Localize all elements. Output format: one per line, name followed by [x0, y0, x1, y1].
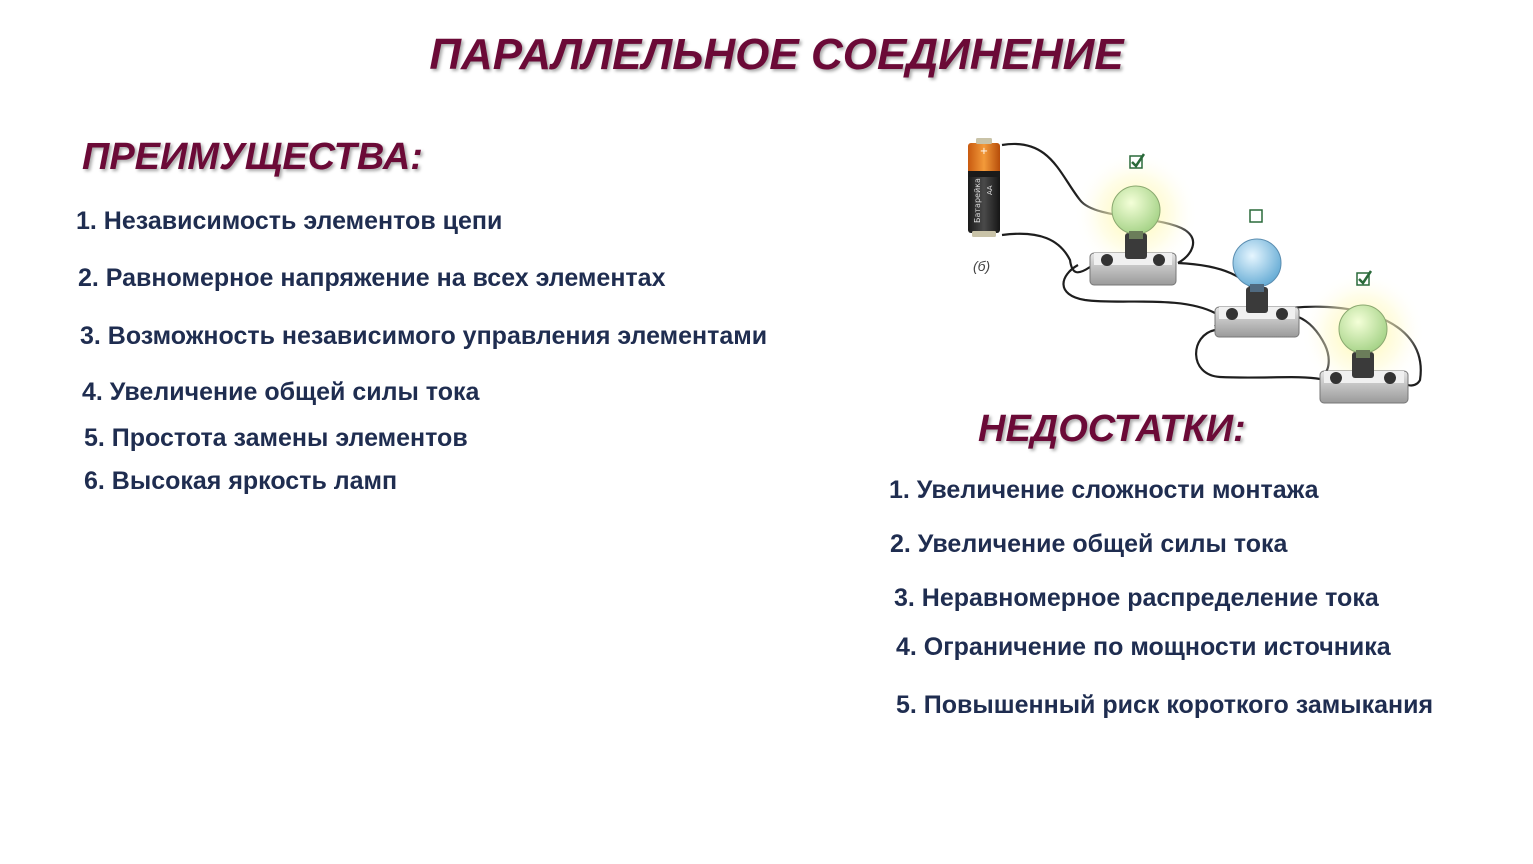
disadvantage-item: 5. Повышенный риск короткого замыкания: [896, 691, 1434, 719]
advantage-item: 4. Увеличение общей силы тока: [82, 378, 480, 406]
disadvantage-item: 4. Ограничение по мощности источника: [896, 633, 1391, 661]
lamp-1-checkbox-icon: [1130, 154, 1144, 168]
advantage-item: 5. Простота замены элементов: [84, 424, 468, 452]
battery-plus: +: [979, 146, 989, 157]
disadvantage-item: 1. Увеличение сложности монтажа: [889, 476, 1319, 504]
lamp-2-unlit: [1215, 239, 1299, 337]
advantage-item: 6. Высокая яркость ламп: [84, 467, 398, 495]
lamp-1-lit: [1074, 151, 1198, 285]
lamp-3-checkbox-icon: [1357, 271, 1371, 285]
lamp-2-checkbox-icon: [1250, 210, 1262, 222]
advantage-item: 1. Независимость элементов цепи: [76, 207, 503, 235]
battery-label: Батарейка: [973, 178, 982, 223]
disadvantages-heading: НЕДОСТАТКИ:: [978, 408, 1246, 450]
lamp-3-lit: [1301, 271, 1425, 403]
battery-sub: АА: [986, 185, 994, 195]
diagram-caption: (б): [973, 258, 991, 274]
advantage-item: 3. Возможность независимого управления элементами: [80, 322, 768, 350]
advantages-heading: ПРЕИМУЩЕСТВА:: [82, 136, 423, 178]
parallel-circuit-diagram: [960, 135, 1430, 410]
disadvantage-item: 3. Неравномерное распределение тока: [894, 584, 1379, 612]
slide-title: ПАРАЛЛЕЛЬНОЕ СОЕДИНЕНИЕ: [429, 30, 1124, 79]
advantage-item: 2. Равномерное напряжение на всех элементах: [78, 264, 666, 292]
disadvantage-item: 2. Увеличение общей силы тока: [890, 530, 1288, 558]
battery-icon: [968, 138, 1000, 237]
